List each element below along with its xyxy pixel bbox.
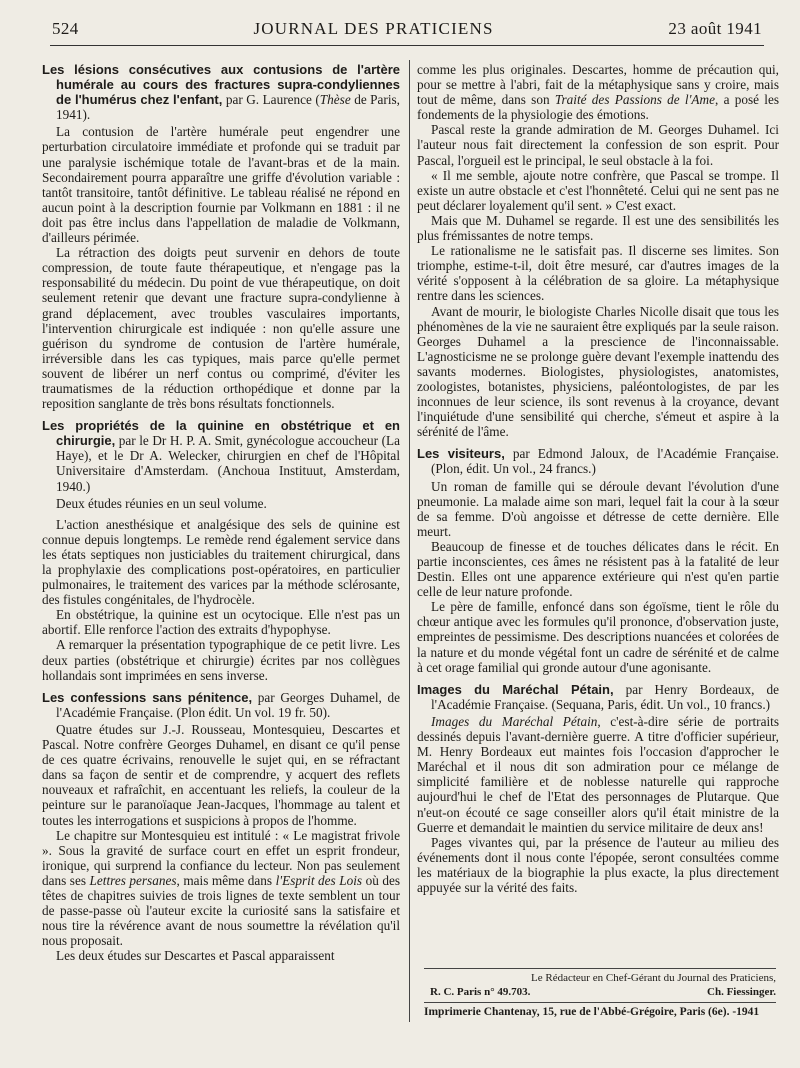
paragraph: La rétraction des doigts peut survenir en dehors de toute compression, de toute faute thérapeutique, et n'engage pas la responsabilité du médecin. Du point de vue thérapeutique, on doit seulement retenir que devant une fracture supra-condylienne à grand déplacement, avec troubles vasculaires importants, l'intervention chirurgicale est indiquée : non qu'elle assure une guérison du syndrome de contusion de l'artère humérale, irréversible dans les cas typiques, mais parce qu'elle permet souvent de libérer un nerf contus ou comprimé, d'éviter les traumatismes de la réduction orthopédique et donne par la reposition sanglante de très bons résultats fonctionnels. [42, 245, 400, 412]
left-column [42, 62, 400, 963]
paragraph: Quatre études sur J.-J. Rousseau, Montesquieu, Descartes et Pascal. Notre confrère Georges Duhamel, en disant ce qu'il pense de ces quatre écrivains, renouvelle le sujet qui, en se réfractant dans sa façon de sentir et de comprendre, y acquert des reflets nouveaux et rafraîchit, en accentuant les reliefs, la couleur de la peinture sur le paranoïaque Jean-Jacques, l'hommage au talent et toutes les interrogations et suspicions à propos de l'homme. [42, 721, 400, 828]
paragraph: L'action anesthésique et analgésique des sels de quinine est connue depuis longtemps. Le remède rend également service dans les états septiques non justiciables du traitement chirurgical, dans la prophylaxie des complications post-opératoires, en particulier pulmonaires, le traitement des varices par la méthode sclérosante, des fistules congénitales, de l'hydrocèle. [42, 516, 400, 608]
text-run: , a posé les fondements de la physiologie des émotions. [417, 92, 780, 123]
editor-line: Le Rédacteur en Chef-Gérant du Journal des Praticiens, [531, 972, 776, 984]
registry-number: R. C. Paris n° 49.703. [430, 985, 531, 998]
review-byline: par Henry Bordeaux, de l'Académie Française. (Sequana, Paris, édit. Un vol., 10 francs.) [431, 681, 779, 712]
italic-title: Images du Maréchal Pétain [431, 713, 598, 729]
page-header [52, 16, 762, 42]
review-entry-heading [417, 682, 779, 712]
review-title: Les visiteurs, [417, 446, 505, 462]
paragraph: Le rationalisme ne le satisfait pas. Il discerne ses limites. Son triomphe, estime-t-il, doit être mesuré, car d'autres images de la vérité s'opposent à la célébration de sa gloire. La métaphysique rentre dans les sciences. [417, 243, 779, 304]
paragraph: La contusion de l'artère humérale peut engendrer une perturbation circulatoire immédiate et profonde qui se traduit par une paralysie ischémique totale de l'avant-bras et de la main. Secondairement pourra apparaître une griffe d'évolution variable : tantôt transitoire, tantôt définitive. Le tableau réalisé ne répond en aucun point à la description fournie par Volkmann en 1881 : il ne doit pas être inclus dans l'appellation de maladie de Volkmann, d'ailleurs périmée. [42, 124, 400, 246]
review-entry-heading [417, 446, 779, 476]
review-author: par G. Laurence [225, 92, 312, 108]
italic-title: l'Esprit des Lois [275, 872, 363, 888]
paragraph: Pages vivantes qui, par la présence de l'auteur au milieu des événements dont il nous conte l'épopée, seront consultées comme les matériaux de la biographie la plus exacte, la plus directement appuyée sur la vérité des faits. [417, 834, 779, 895]
footer-rule [424, 968, 776, 969]
text-run: comme les plus originales. Descartes, homme de précaution qui, pour se mettre à l'abri, fait de la métaphysique sans y croire, mais tout de même, dans son [417, 62, 779, 108]
paragraph [42, 828, 400, 949]
paragraph [417, 62, 779, 122]
paragraph: Avant de mourir, le biologiste Charles Nicolle disait que tous les phénomènes de la vie ne sauraient être expliqués par la seule raison. Georges Duhamel a la prescience de l'inconnaissable. L'agnosticisme ne se prolonge guère devant l'exemple inattendu des savants modernes. Biologistes, physiologistes, anatomistes, zoologistes, botanistes, physiciens, paléontologistes, de par les inconnues de leur science, ils sont revenus à la croyance, devant l'inquiétude d'une sensibilité qui cherche, s'émeut et aspire à la sérénité de l'âme. [417, 303, 779, 440]
review-entry-heading [42, 418, 400, 493]
editor-credits [430, 972, 776, 999]
paragraph: En obstétrique, la quinine est un ocytocique. Elle n'est pas un abortif. Elle renforce l'action des extraits d'hypophyse. [42, 607, 400, 638]
review-byline: par Georges Duhamel, de l'Académie Française. (Plon édit. Un vol. 19 fr. 50). [56, 689, 400, 720]
review-title: Les lésions consécutives aux contusions de l'artère humérale au cours des fractures supra-condyliennes de l'humérus chez l'enfant, [42, 62, 400, 108]
footer-rule [424, 1002, 776, 1003]
text-run: Le chapitre sur Montesquieu est intitulé : « Le magistrat frivole ». Sous la gravité de surface court en effet un esprit frondeur, ironique, qui surprend la confiance du lecteur. Non pas seulement dans ses [42, 827, 400, 888]
paragraph: Deux études réunies en un seul volume. [56, 495, 267, 511]
column-divider [409, 60, 410, 1022]
review-source: de Paris, 1941). [56, 92, 400, 123]
paragraph: Le père de famille, enfoncé dans son égoïsme, tient le rôle du chœur antique avec les formules qu'il prononce, d'observation juste, empreintes de pessimisme. Des descriptions nuancées et colorées de la nature et du monde végétal font un cadre de sérénité et de calme à cet orage familial qui gronde autour d'une agonisante. [417, 599, 779, 675]
review-entry-heading [42, 690, 400, 720]
journal-title: JOURNAL DES PRATICIENS [253, 19, 494, 38]
review-title: Les propriétés de la quinine en obstétrique et en chirurgie, [42, 418, 400, 449]
paragraph: Les deux études sur Descartes et Pascal apparaissent [56, 948, 335, 964]
review-byline: par Edmond Jaloux, de l'Académie Française. (Plon, édit. Un vol., 24 francs.) [431, 446, 779, 477]
review-entry-heading: Les lésions consécutives aux contusions de l'artère humérale au cours des fractures supra-condyliennes de l'humérus chez l'enfant, par G. Laurence (Thèse de Paris, 1941). [42, 62, 400, 123]
paragraph: Un roman de famille qui se déroule devant l'évolution d'une pneumonie. La malade aime son mari, lequel fait la cour à la sœur de sa femme. D'où angoisse et détresse de cette dernière. Elle meurt. [417, 478, 779, 539]
italic-title: Traité des Passions de l'Ame [554, 92, 715, 108]
printer-line: Imprimerie Chantenay, 15, rue de l'Abbé-Grégoire, Paris (6e). -1941 [424, 1006, 760, 1018]
right-column [417, 62, 779, 895]
review-title: Les confessions sans pénitence, [42, 689, 253, 705]
text-run: où des têtes de chapitres suivies de trois lignes de texte semblent un tour de passe-passe où l'auteur excite la curiosité sans la satisfaire et nous tire la révérence avant de nous soumettre la révélation qu'il nous proposait. [42, 872, 401, 949]
editor-name: Ch. Fiessinger. [707, 985, 776, 998]
text-run: , mais même dans [176, 872, 273, 888]
paragraph: A remarquer la présentation typographique de ce petit livre. Les deux parties (obstétrique et chirurgie) écrites par nos collègues hollandais sont imprimées en sens inverse. [42, 637, 400, 683]
paragraph: Pascal reste la grande admiration de M. Georges Duhamel. Ici l'auteur nous fait directement la confession de son esprit. Pour Pascal, l'orgueil est le principal, le seul obstacle à la foi. [417, 122, 779, 168]
paragraph [417, 714, 779, 835]
issue-date: 23 août 1941 [668, 19, 762, 38]
text-run: , c'est-à-dire série de portraits dessinés depuis l'avant-dernière guerre. A titre d'officier supérieur, M. Henry Bordeaux eut maintes fois l'occasion d'approcher le Maréchal et il nous dit son admiration pour ce mélange de simplicité familière et de noblesse naturelle qui rapproche aujourd'hui le chef de l'Etat des personnages de Plutarque. Que n'eut-on écouté ce sage conseiller alors qu'il était ministre de la Guerre et demandait le maintien du service militaire de deux ans! [417, 713, 779, 835]
paragraph: Mais que M. Duhamel se regarde. Il est une des sensibilités les plus frémissantes de notre temps. [417, 212, 779, 244]
paragraph: Beaucoup de finesse et de touches délicates dans le récit. En partie inconscientes, ces âmes ne résistent pas à la fatalité de leur Destin. Elles ont une apparence extérieure qui n'est qu'en partie celle de leur nature profonde. [417, 538, 779, 600]
review-title: Images du Maréchal Pétain, [417, 681, 614, 697]
italic-title: Lettres persanes [89, 872, 177, 888]
review-source-italic: Thèse [319, 92, 351, 108]
header-rule [50, 45, 764, 46]
paragraph: « Il me semble, ajoute notre confrère, que Pascal se trompe. Il existe un autre obstacle et c'est l'honnêteté. Celui qui ne sent pas ne peut déclarer loyalement qu'il sent. » C'est exact. [417, 167, 779, 213]
review-byline: par le Dr H. P. A. Smit, gynécologue accoucheur (La Haye), et le Dr A. Welecker, chirurgien en chef de l'Hôpital Universitaire d'Amsterdam. (Anchoua Instituut, Amsterdam, 1940.) [56, 433, 400, 494]
page-number: 524 [52, 19, 79, 38]
